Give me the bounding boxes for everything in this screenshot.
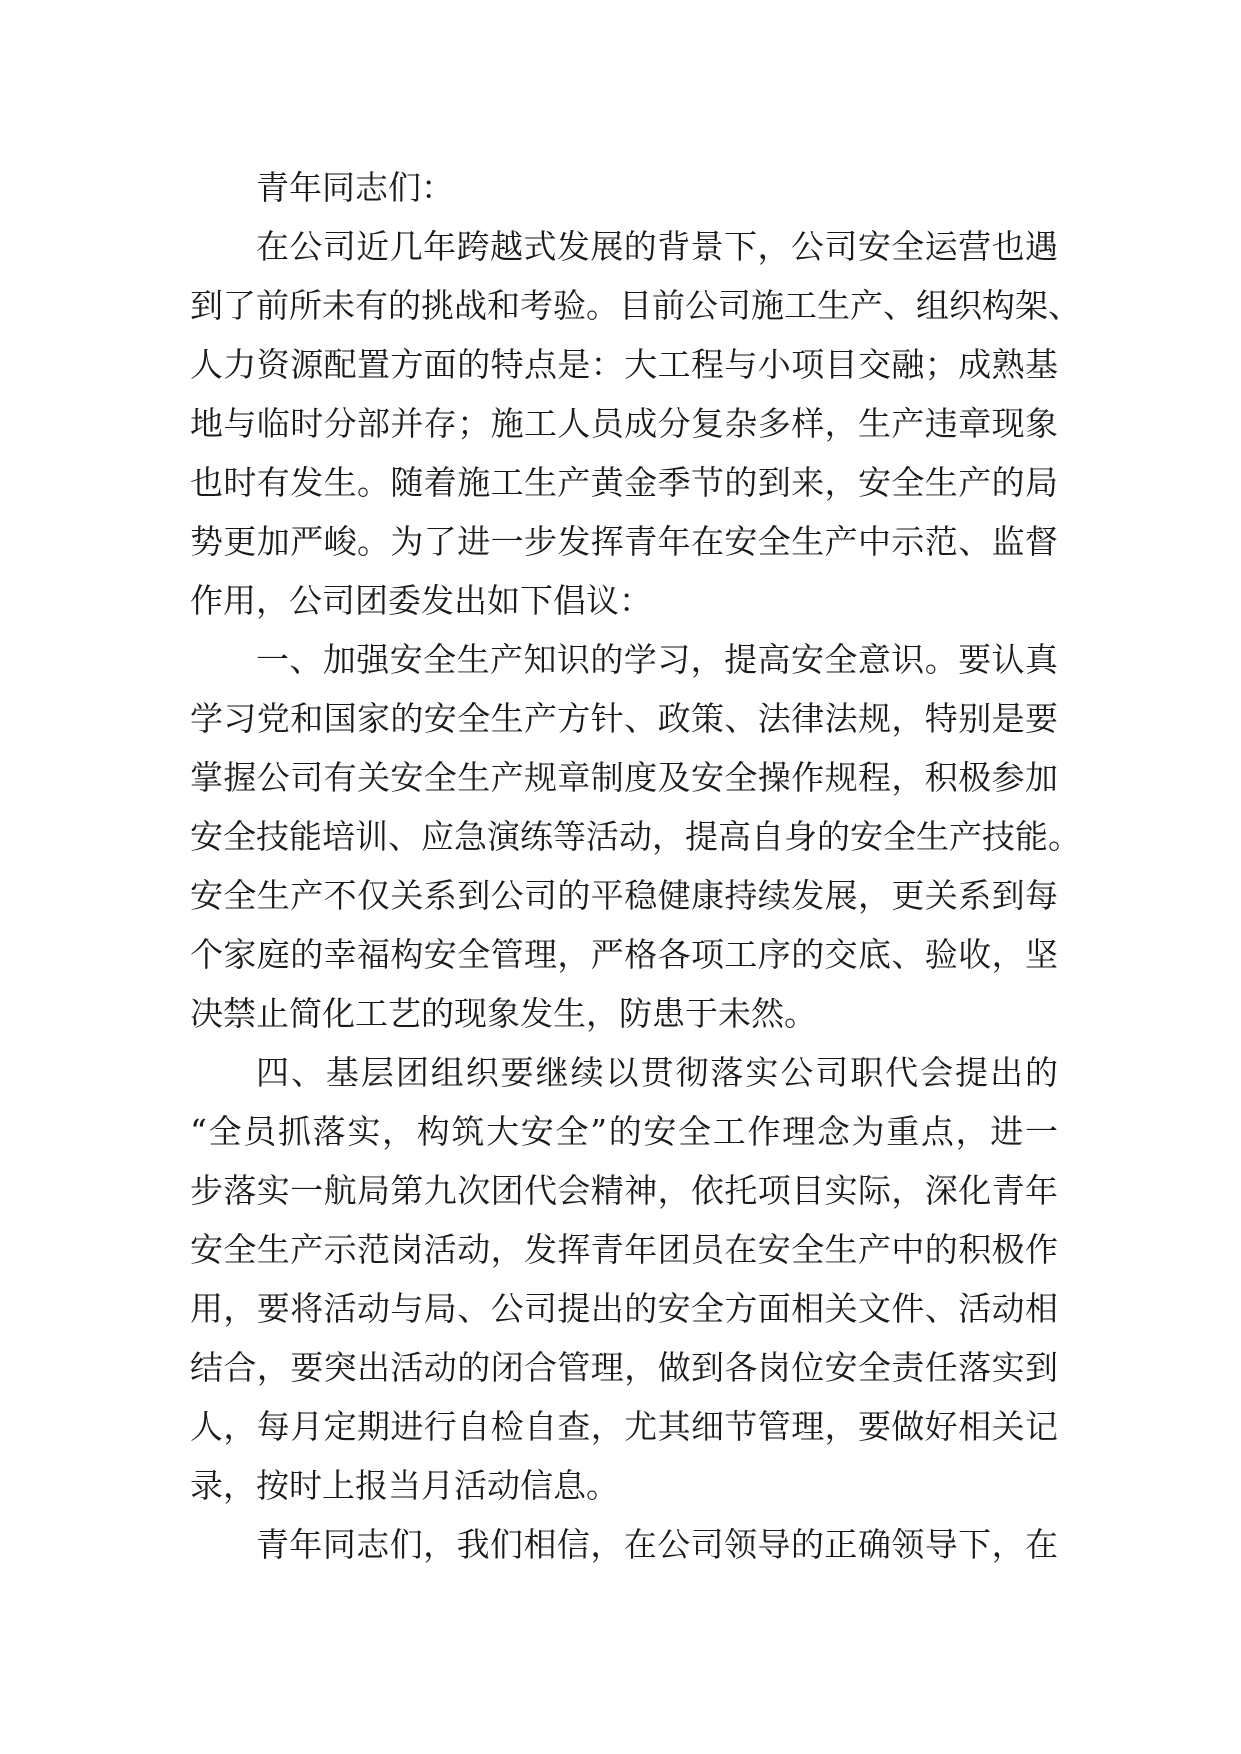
text-line: 地与临时分部并存；施工人员成分复杂多样，生产违章现象 [190, 404, 1058, 443]
text-line: 四、基层团组织要继续以贯彻落实公司职代会提出的 [256, 1053, 1058, 1092]
text-line: 安全生产不仅关系到公司的平稳健康持续发展，更关系到每 [190, 876, 1058, 915]
text-line: 一、加强安全生产知识的学习，提高安全意识。要认真 [256, 640, 1058, 679]
text-line: 青年同志们： [256, 168, 454, 207]
text-line: 也时有发生。随着施工生产黄金季节的到来，安全生产的局 [190, 463, 1058, 502]
text-line: 决禁止简化工艺的现象发生，防患于未然。 [190, 994, 817, 1033]
text-line: 到了前所未有的挑战和考验。目前公司施工生产、组织构架、 [190, 286, 1081, 325]
text-line: 青年同志们，我们相信，在公司领导的正确领导下，在 [256, 1525, 1058, 1564]
text-line: “全员抓落实，构筑大安全”的安全工作理念为重点，进一 [190, 1112, 1058, 1151]
text-line: 势更加严峻。为了进一步发挥青年在安全生产中示范、监督 [190, 522, 1058, 561]
text-line: 用，要将活动与局、公司提出的安全方面相关文件、活动相 [190, 1289, 1058, 1328]
text-line: 结合，要突出活动的闭合管理，做到各岗位安全责任落实到 [190, 1348, 1058, 1387]
text-line: 录，按时上报当月活动信息。 [190, 1466, 619, 1505]
text-line: 学习党和国家的安全生产方针、政策、法律法规，特别是要 [190, 699, 1058, 738]
document-body [190, 158, 1081, 1574]
text-line: 在公司近几年跨越式发展的背景下，公司安全运营也遇 [256, 227, 1058, 266]
text-line: 步落实一航局第九次团代会精神，依托项目实际，深化青年 [190, 1171, 1058, 1210]
text-line: 安全生产示范岗活动，发挥青年团员在安全生产中的积极作 [190, 1230, 1058, 1269]
text-line: 作用，公司团委发出如下倡议： [190, 581, 652, 620]
text-line: 人，每月定期进行自检自查，尤其细节管理，要做好相关记 [190, 1407, 1058, 1446]
text-line: 安全技能培训、应急演练等活动，提高自身的安全生产技能。 [190, 817, 1081, 856]
text-line: 人力资源配置方面的特点是：大工程与小项目交融；成熟基 [190, 345, 1058, 384]
text-line: 个家庭的幸福构安全管理，严格各项工序的交底、验收，坚 [190, 935, 1058, 974]
text-line: 掌握公司有关安全生产规章制度及安全操作规程，积极参加 [190, 758, 1058, 797]
